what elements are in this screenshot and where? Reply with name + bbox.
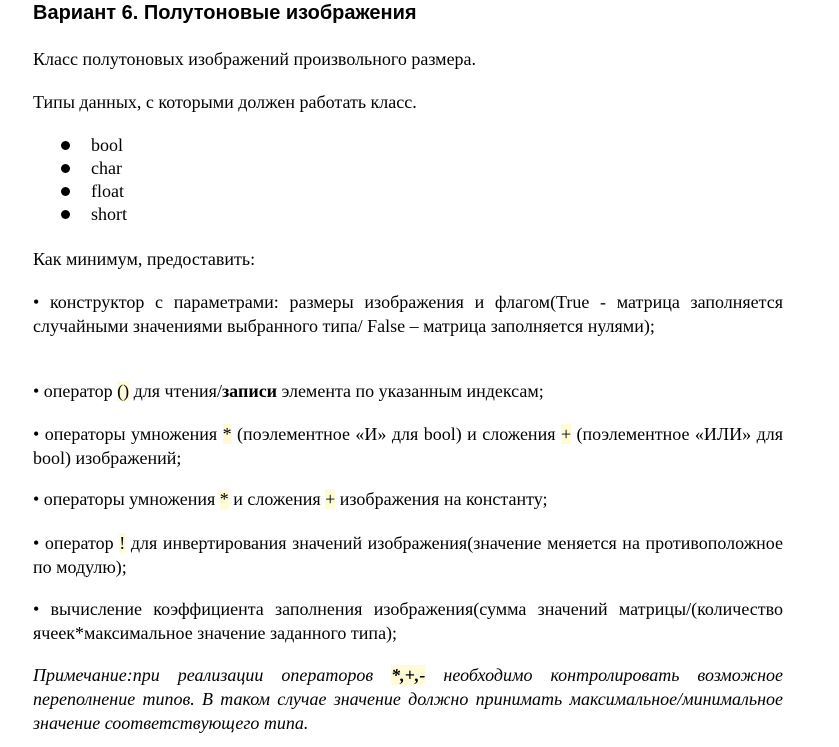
note-paragraph bbox=[33, 663, 783, 735]
requirement-invert-operator bbox=[33, 531, 783, 579]
types-heading: Типы данных, с которыми должен работать класс. bbox=[33, 92, 417, 112]
operator-highlight: ! bbox=[119, 533, 126, 553]
text-segment: • операторы умножения bbox=[33, 489, 220, 509]
operator-highlight: *,+,- bbox=[391, 665, 426, 685]
requirement-index-operator bbox=[33, 379, 783, 403]
operator-highlight: + bbox=[560, 424, 572, 444]
bullet-icon bbox=[61, 210, 70, 219]
operator-highlight: * bbox=[219, 489, 229, 509]
page-title: Вариант 6. Полутоновые изображения bbox=[33, 2, 417, 24]
requirement-image-operators bbox=[33, 422, 783, 470]
list-item bbox=[61, 203, 127, 226]
text-segment: Примечание:при реализации операторов bbox=[33, 665, 392, 685]
bullet-icon bbox=[61, 164, 70, 173]
bullet-icon bbox=[61, 141, 70, 150]
operator-highlight: * bbox=[222, 424, 232, 444]
text-segment: (поэлементное «ИЛИ» для bool) изображений; bbox=[33, 424, 783, 468]
type-label: bool bbox=[91, 135, 124, 155]
text-segment: необходимо контролировать возможное переполнение типов. В таком случае значение должно принимать максимальное/минимальное значение соответствующего типа. bbox=[33, 665, 783, 733]
text-segment: • операторы умножения bbox=[33, 424, 223, 444]
list-item bbox=[61, 180, 127, 203]
type-label: float bbox=[91, 181, 124, 201]
text-segment: изображения на константу; bbox=[335, 489, 548, 509]
operator-highlight: () bbox=[117, 381, 130, 401]
text-segment: для инвертирования значений изображения(значение меняется на противоположное по модулю); bbox=[33, 533, 783, 577]
requirement-constant-operators bbox=[33, 487, 783, 511]
list-item bbox=[61, 134, 127, 157]
bullet-icon bbox=[61, 187, 70, 196]
bold-text: записи bbox=[221, 381, 278, 401]
text-segment: • оператор bbox=[33, 533, 120, 553]
operator-highlight: + bbox=[325, 489, 336, 509]
minimum-heading: Как минимум, предоставить: bbox=[33, 249, 256, 269]
requirement-fill-coefficient: • вычисление коэффициента заполнения изображения(сумма значений матрицы/(количество ячеек*максимальное значение заданного типа); bbox=[33, 599, 783, 643]
text-segment: и сложения bbox=[228, 489, 326, 509]
types-list bbox=[61, 134, 127, 226]
type-label: short bbox=[91, 204, 127, 224]
text-segment: элемента по указанным индексам; bbox=[277, 381, 544, 401]
requirement-constructor: • конструктор с параметрами: размеры изображения и флагом(True - матрица заполняется случайными значениями выбранного типа/ False – матрица заполняется нулями); bbox=[33, 292, 783, 336]
type-label: char bbox=[91, 158, 122, 178]
text-segment: • оператор bbox=[33, 381, 118, 401]
text-segment: (поэлементное «И» для bool) и сложения bbox=[231, 424, 561, 444]
list-item bbox=[61, 157, 127, 180]
intro-paragraph: Класс полутоновых изображений произвольного размера. bbox=[33, 49, 477, 69]
text-segment: для чтения/ bbox=[129, 381, 222, 401]
